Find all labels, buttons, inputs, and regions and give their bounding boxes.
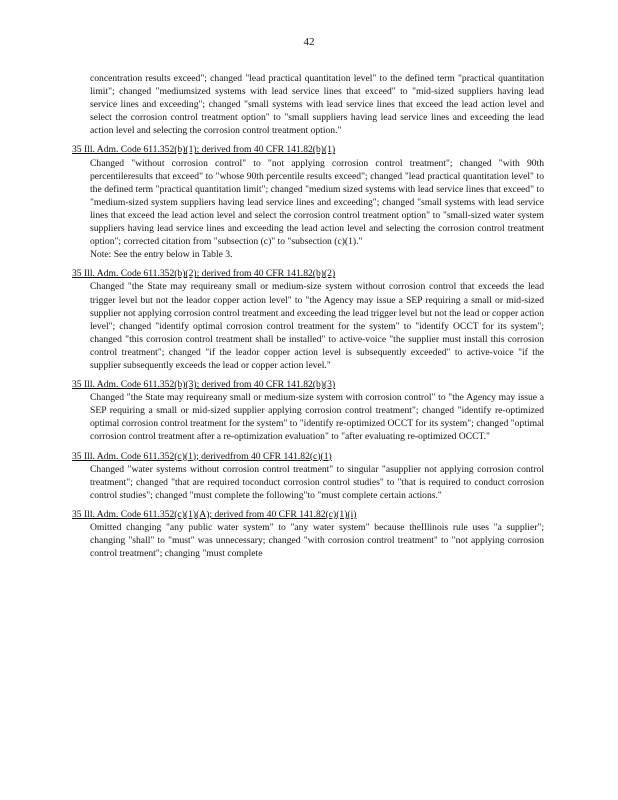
table-entry xyxy=(72,378,544,443)
table-entry xyxy=(72,450,544,502)
entry-body: Changed "the State may requireany small or medium-size system without corrosion control that exceeds the lead trigger level but not the leador copper action level" to "the Agency may issue a SEP requiring a small or mid-sized supplier not applying corrosion control treatment and exceeding the lead trigger level but not the lead or copper action level"; changed "identify optimal corrosion control treatment for the system" to "identify OCCT for its system"; changed "this corrosion control treatment shall be installed" to active-voice "the supplier must install this corrosion control treatment"; changed "if the leador copper action level is subsequently exceeded" to active-voice "if the supplier subsequently exceeds the lead or copper action level." xyxy=(90,281,544,371)
entry-heading: 35 Ill. Adm. Code 611.352(b)(3); derived from 40 CFR 141.82(b)(3) xyxy=(72,379,336,391)
entry-body: Omitted changing "any public water system" to "any water system" because theIllinois rule uses "a supplier"; changing "shall" to "must" was unnecessary; changed "with corrosion control treatment" to "not applying corrosion control treatment"; changing "must complete xyxy=(90,522,544,560)
table-entry xyxy=(72,143,544,261)
document-body xyxy=(72,72,544,560)
entry-heading: 35 Ill. Adm. Code 611.352(b)(1); derived from 40 CFR 141.82(b)(1) xyxy=(72,144,336,156)
entry-heading: 35 Ill. Adm. Code 611.352(c)(1); derivedfrom 40 CFR 141.82(c)(1) xyxy=(72,450,332,462)
entry-body: Changed "water systems without corrosion control treatment" to singular "asupplier not applying corrosion control treatment"; changed "that are required toconduct corrosion control studies" to "that is required to conduct corrosion control studies"; changed "must complete the following"to "must complete certain actions." xyxy=(90,463,544,501)
entry-heading: 35 Ill. Adm. Code 611.352(b)(2); derived from 40 CFR 141.82(b)(2) xyxy=(72,268,336,280)
intro-paragraph: concentration results exceed"; changed "lead practical quantitation level" to the defined term "practical quantitation limit"; changed "mediumsized systems with lead service lines that exceed" to "mid-sized suppliers having lead service lines and exceeding"; changed "small systems with lead service lines that exceed the lead action level and select the corrosion control treatment option" to "small suppliers having lead service lines and exceeding the lead action level and selecting the corrosion control treatment option." xyxy=(90,73,544,137)
entry-body: Changed "the State may requireany small or medium-size system with corrosion control" to "the Agency may issue a SEP requiring a small or mid-sized supplier applying corrosion control treatment"; changed "identify re-optimized optimal corrosion control treatment for the system" to "identify re-optimized OCCT for its system"; changed "optimal corrosion control treatment after a re-optimization evaluation" to "after evaluating re-optimized OCCT." xyxy=(90,392,544,443)
table-entry xyxy=(72,508,544,560)
page-number: 42 xyxy=(303,36,315,48)
entry-heading: 35 Ill. Adm. Code 611.352(c)(1)(A); derived from 40 CFR 141.82(c)(1)(i) xyxy=(72,508,357,520)
table-entry xyxy=(72,267,544,372)
entry-note: Note: See the entry below in Table 3. xyxy=(90,249,233,261)
entry-body: Changed "without corrosion control" to "not applying corrosion control treatment"; changed "with 90th percentileresults that exceed" to "whose 90th percentile results exceed"; changed "lead practical quantitation level" to the defined term "practical quantitation limit"; changed "medium sized systems with lead service lines that exceed" to "medium-sized system suppliers having lead service lines and exceeding"; changed "small systems with lead service lines that exceed the lead action level and select the corrosion control treatment option" to "small-sized water system suppliers having lead service lines and exceeding the lead action level and selecting the corrosion control treatment option"; corrected citation from "subsection (c)" to "subsection (c)(1)." xyxy=(90,157,544,248)
